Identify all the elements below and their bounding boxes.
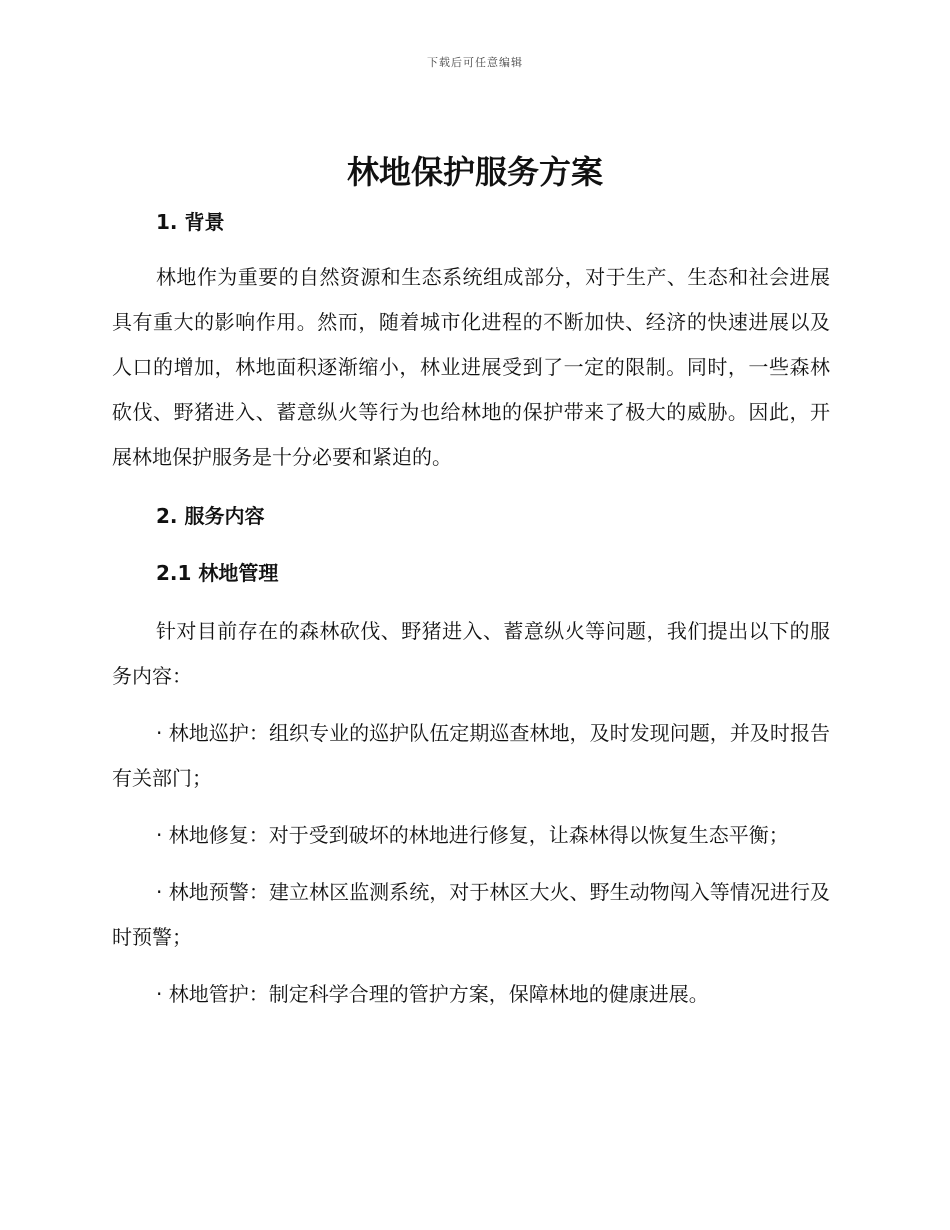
document-body bbox=[112, 202, 830, 1017]
section-heading-services: 2. 服务内容 bbox=[156, 504, 265, 528]
header-note: 下载后可任意编辑 bbox=[427, 56, 523, 69]
background-paragraph: 林地作为重要的自然资源和生态系统组成部分，对于生产、生态和社会进展具有重大的影响作用。然而，随着城市化进程的不断加快、经济的快速进展以及人口的增加，林地面积逐渐缩小，林业进展受到了一定的限制。同时，一些森林砍伐、野猪进入、蓄意纵火等行为也给林地的保护带来了极大的威胁。因此，开展林地保护服务是十分必要和紧迫的。 bbox=[112, 265, 830, 469]
section-heading-background: 1. 背景 bbox=[156, 210, 225, 234]
bullet-item-warning: · 林地预警：建立林区监测系统，对于林区大火、野生动物闯入等情况进行及时预警； bbox=[112, 880, 830, 949]
services-intro-paragraph: 针对目前存在的森林砍伐、野猪进入、蓄意纵火等问题，我们提出以下的服务内容： bbox=[112, 619, 830, 688]
subsection-heading-forest-management: 2.1 林地管理 bbox=[156, 561, 279, 585]
bullet-item-patrol: · 林地巡护：组织专业的巡护队伍定期巡查林地，及时发现问题，并及时报告有关部门； bbox=[112, 721, 830, 790]
bullet-item-care: · 林地管护：制定科学合理的管护方案，保障林地的健康进展。 bbox=[156, 982, 709, 1006]
document-title: 林地保护服务方案 bbox=[346, 153, 603, 191]
bullet-item-repair: · 林地修复：对于受到破坏的林地进行修复，让森林得以恢复生态平衡； bbox=[156, 823, 789, 847]
